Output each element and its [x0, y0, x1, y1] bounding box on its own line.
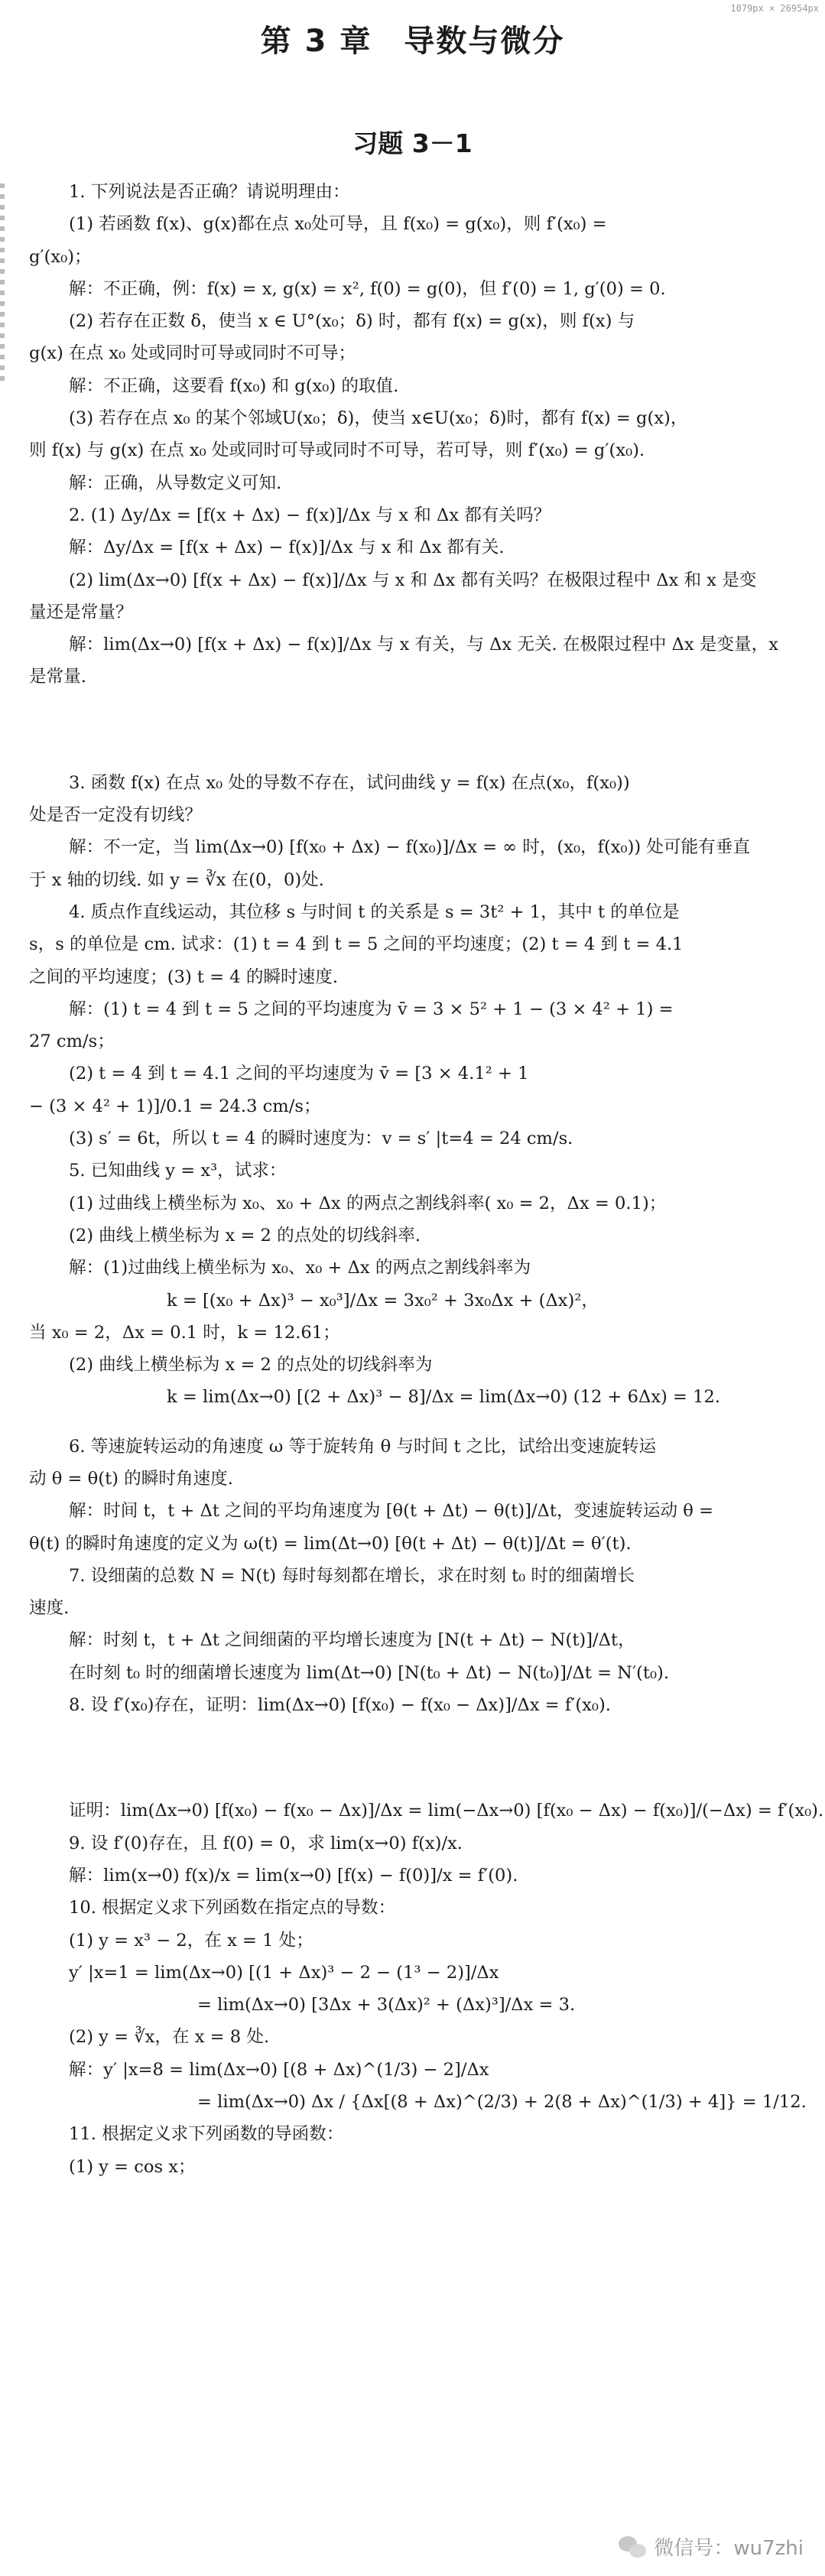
- text-line: (1) y = x³ − 2，在 x = 1 处；: [69, 1930, 313, 1951]
- answer-line: 解：y′ |x=8 = lim(Δx→0) [(8 + Δx)^(1/3) − 2]/Δx: [69, 2059, 489, 2080]
- question-line: 4. 质点作直线运动，其位移 s 与时间 t 的关系是 s = 3t² + 1，其中 t 的单位是: [69, 901, 680, 922]
- equation-line: k = [(x₀ + Δx)³ − x₀³]/Δx = 3x₀² + 3x₀Δx + (Δx)²，: [167, 1290, 599, 1311]
- image-size-note: 1079px × 26954px: [730, 3, 819, 14]
- continuation-line: 27 cm/s；: [29, 1031, 115, 1052]
- continuation-line: − (3 × 4² + 1)]/0.1 = 24.3 cm/s；: [29, 1096, 321, 1116]
- text-line: (2) 曲线上横坐标为 x = 2 的点处的切线斜率.: [69, 1225, 421, 1246]
- continuation-line: 于 x 轴的切线. 如 y = ∛x 在(0，0)处.: [29, 869, 324, 890]
- text-line: y′ |x=1 = lim(Δx→0) [(1 + Δx)³ − 2 − (1³ − 2)]/Δx: [69, 1962, 499, 1983]
- question-line: 10. 根据定义求下列函数在指定点的导数：: [69, 1898, 396, 1918]
- question-line: 1. 下列说法是否正确？请说明理由：: [69, 182, 350, 202]
- answer-line: 解：正确，从导数定义可知.: [69, 473, 282, 493]
- question-line: 2. (1) Δy/Δx = [f(x + Δx) − f(x)]/Δx 与 x 和 Δx 都有关吗？: [69, 505, 551, 525]
- answer-line: 解：不正确，这要看 f(x₀) 和 g(x₀) 的取值.: [69, 375, 399, 396]
- question-line: 5. 已知曲线 y = x³，试求：: [69, 1161, 287, 1181]
- continuation-line: g(x) 在点 x₀ 处或同时可导或同时不可导；: [29, 343, 356, 364]
- answer-line: 解：不正确，例：f(x) = x, g(x) = x², f(0) = g(0)，但 f′(0) = 1, g′(0) = 0.: [69, 278, 666, 299]
- answer-line: 解：不一定，当 lim(Δx→0) [f(x₀ + Δx) − f(x₀)]/Δx = ∞ 时，(x₀，f(x₀)) 处可能有垂直: [69, 837, 750, 858]
- answer-line: 解：lim(Δx→0) [f(x + Δx) − f(x)]/Δx 与 x 有关，与 Δx 无关. 在极限过程中 Δx 是变量，x: [69, 635, 778, 655]
- question-line: 11. 根据定义求下列函数的导函数：: [69, 2124, 344, 2145]
- question-line: 8. 设 f′(x₀)存在，证明：lim(Δx→0) [f(x₀) − f(x₀ − Δx)]/Δx = f′(x₀).: [69, 1695, 611, 1716]
- equation-line: = lim(Δx→0) [3Δx + 3(Δx)² + (Δx)³]/Δx = 3.: [197, 1995, 576, 2016]
- spacer: [21, 1414, 813, 1431]
- answer-line: 解：(1)过曲线上横坐标为 x₀、x₀ + Δx 的两点之割线斜率为: [69, 1258, 531, 1278]
- continuation-line: 则 f(x) 与 g(x) 在点 x₀ 处或同时可导或同时不可导，若可导，则 f′(x₀) = g′(x₀).: [29, 440, 645, 461]
- question-line: 3. 函数 f(x) 在点 x₀ 处的导数不存在，试问曲线 y = f(x) 在点(x₀，f(x₀)): [69, 772, 630, 793]
- question-line: 6. 等速旋转运动的角速度 ω 等于旋转角 θ 与时间 t 之比，试给出变速旋转运: [69, 1436, 657, 1457]
- text-line: (1) 若函数 f(x)、g(x)都在点 x₀处可导，且 f(x₀) = g(x₀)，则 f′(x₀) =: [69, 214, 607, 235]
- answer-line: 解：(1) t = 4 到 t = 5 之间的平均速度为 v̄ = 3 × 5² + 1 − (3 × 4² + 1) =: [69, 999, 674, 1019]
- margin-marks: [0, 184, 5, 382]
- text-line: (3) s′ = 6t，所以 t = 4 的瞬时速度为：v = s′ |t=4 = 24 cm/s.: [69, 1129, 573, 1149]
- text-line: 在时刻 t₀ 时的细菌增长速度为 lim(Δt→0) [N(t₀ + Δt) − N(t₀)]/Δt = N′(t₀).: [69, 1662, 670, 1683]
- answer-line: 解：lim(x→0) f(x)/x = lim(x→0) [f(x) − f(0)]/x = f′(0).: [69, 1865, 518, 1886]
- continuation-line: 处是否一定没有切线？: [29, 805, 202, 826]
- wechat-icon: [619, 2535, 648, 2559]
- text-line: (2) lim(Δx→0) [f(x + Δx) − f(x)]/Δx 与 x 和 Δx 都有关吗？在极限过程中 Δx 和 x 是变: [69, 570, 757, 590]
- question-line: 9. 设 f′(0)存在，且 f(0) = 0，求 lim(x→0) f(x)/x.: [69, 1833, 463, 1853]
- continuation-line: s，s 的单位是 cm. 试求：(1) t = 4 到 t = 5 之间的平均速度；(2) t = 4 到 t = 4.1: [29, 934, 684, 955]
- answer-line: 解：Δy/Δx = [f(x + Δx) − f(x)]/Δx 与 x 和 Δx 都有关.: [69, 538, 505, 558]
- exercise-content: [21, 176, 824, 2546]
- equation-line: k = lim(Δx→0) [(2 + Δx)³ − 8]/Δx = lim(Δx→0) (12 + 6Δx) = 12.: [167, 1387, 721, 1408]
- answer-line: 证明：lim(Δx→0) [f(x₀) − f(x₀ − Δx)]/Δx = lim(−Δx→0) [f(x₀ − Δx) − f(x₀)]/(−Δx) = f′(x₀).: [69, 1801, 824, 1821]
- continuation-line: 是常量.: [29, 667, 86, 687]
- spacer: [21, 1721, 813, 1795]
- continuation-line: 量还是常量？: [29, 602, 133, 622]
- text-line: (2) t = 4 到 t = 4.1 之间的平均速度为 v̄ = [3 × 4.1² + 1: [69, 1064, 529, 1084]
- text-line: (2) y = ∛x，在 x = 8 处.: [69, 2027, 270, 2048]
- question-line: 7. 设细菌的总数 N = N(t) 每时每刻都在增长，求在时刻 t₀ 时的细菌增长: [69, 1565, 635, 1586]
- continuation-line: 之间的平均速度；(3) t = 4 的瞬时速度.: [29, 966, 339, 987]
- text-line: (3) 若存在点 x₀ 的某个邻域U(x₀；δ)，使当 x∈U(x₀；δ)时，都有 f(x) = g(x)，: [69, 408, 688, 429]
- equation-line: = lim(Δx→0) Δx / {Δx[(8 + Δx)^(2/3) + 2(8 + Δx)^(1/3) + 4]} = 1/12.: [197, 2092, 807, 2113]
- answer-line: 解：时刻 t，t + Δt 之间细菌的平均增长速度为 [N(t + Δt) − N(t)]/Δt，: [69, 1630, 635, 1651]
- continuation-line: 速度.: [29, 1598, 70, 1619]
- answer-line: 解：时间 t，t + Δt 之间的平均角速度为 [θ(t + Δt) − θ(t)]/Δt，变速旋转运动 θ =: [69, 1501, 714, 1522]
- continuation-line: 动 θ = θ(t) 的瞬时角速度.: [29, 1468, 233, 1489]
- wechat-watermark: [619, 2532, 804, 2561]
- text-line: (2) 若存在正数 δ，使当 x ∈ U°(x₀；δ) 时，都有 f(x) = g(x)，则 f(x) 与: [69, 311, 635, 332]
- chapter-title: 第 3 章 导数与微分: [260, 24, 565, 59]
- continuation-line: θ(t) 的瞬时角速度的定义为 ω(t) = lim(Δt→0) [θ(t + Δt) − θ(t)]/Δt = θ′(t).: [29, 1533, 632, 1554]
- spacer: [21, 694, 813, 767]
- wechat-label: 微信号：wu7zhi: [654, 2537, 804, 2560]
- continuation-line: g′(x₀)；: [29, 246, 92, 267]
- continuation-line: 当 x₀ = 2，Δx = 0.1 时，k = 12.61；: [29, 1322, 340, 1343]
- text-line: (1) y = cos x；: [69, 2156, 196, 2177]
- section-title: 习题 3－1: [352, 128, 473, 158]
- text-line: (2) 曲线上横坐标为 x = 2 的点处的切线斜率为: [69, 1355, 433, 1376]
- text-line: (1) 过曲线上横坐标为 x₀、x₀ + Δx 的两点之割线斜率( x₀ = 2，Δx = 0.1)；: [69, 1193, 667, 1213]
